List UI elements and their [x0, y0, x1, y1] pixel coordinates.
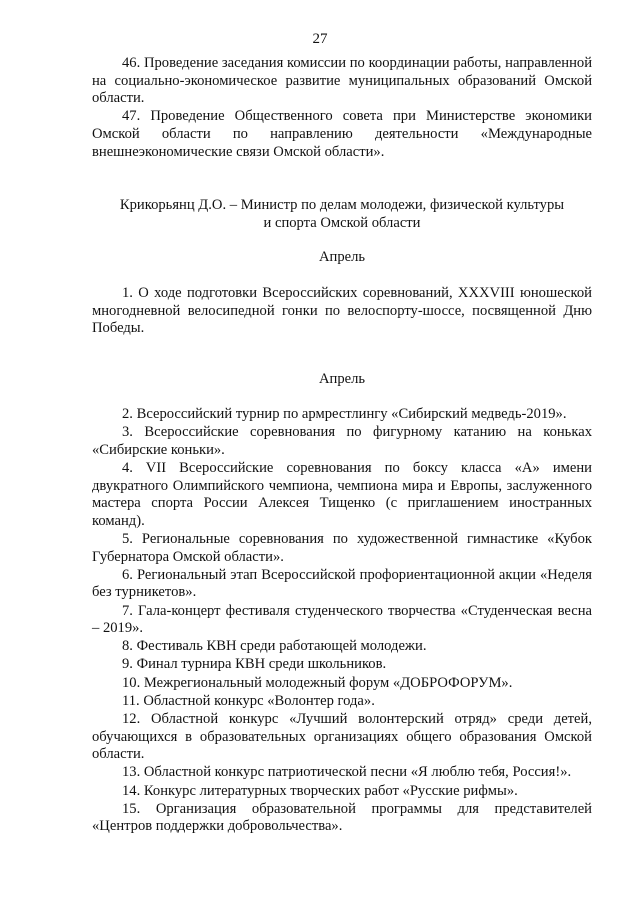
list-item: 7. Гала-концерт фестиваля студенческого творчества «Студенческая весна – 2019». [92, 602, 592, 637]
list-item: 14. Конкурс литературных творческих работ «Русские рифмы». [122, 782, 518, 799]
list-item: 10. Межрегиональный молодежный форум «ДОБРОФОРУМ». [122, 674, 513, 691]
top-items-list [92, 55, 592, 162]
month-heading: Апрель [318, 371, 366, 387]
list-item: 1. О ходе подготовки Всероссийских соревнований, XXXVIII юношеской многодневной велосипедной гонки по велоспорту-шоссе, посвященной Дню Победы. [92, 285, 592, 337]
page-number: 27 [312, 31, 328, 47]
section-heading [92, 197, 592, 232]
list-item: 4. VII Всероссийские соревнования по боксу класса «А» имени двукратного Олимпийского чемпиона, чемпиона мира и Европы, заслуженного мастера спорта России Алексея Тищенко (с приглашением иностранных команд). [92, 459, 592, 529]
list-item: 6. Региональный этап Всероссийской профориентационной акции «Неделя без турникетов». [92, 566, 592, 601]
list-item: 12. Областной конкурс «Лучший волонтерский отряд» среди детей, обучающихся в образовательных организациях общего образования Омской области. [92, 711, 592, 763]
list-item: 5. Региональные соревнования по художественной гимнастике «Кубок Губернатора Омской области». [92, 530, 592, 565]
month-heading: Апрель [318, 249, 366, 265]
list-item: 3. Всероссийские соревнования по фигурному катанию на коньках «Сибирские коньки». [92, 424, 592, 458]
section-heading-line2: и спорта Омской области [263, 214, 421, 231]
list-item: 2. Всероссийский турнир по армрестлингу «Сибирский медведь-2019». [122, 406, 567, 422]
list-item: 8. Фестиваль КВН среди работающей молодежи. [122, 638, 427, 655]
month1-items-list [92, 285, 592, 338]
month2-items-list [92, 406, 592, 837]
list-item: 11. Областной конкурс «Волонтер года». [122, 692, 375, 709]
list-item: 15. Организация образовательной программы для представителей «Центров поддержки добровольчества». [92, 800, 592, 835]
list-item: 47. Проведение Общественного совета при Министерстве экономики Омской области по направлению деятельности «Международные внешнеэкономические связи Омской области». [92, 108, 592, 160]
list-item: 13. Областной конкурс патриотической песни «Я люблю тебя, Россия!». [122, 764, 572, 781]
list-item: 46. Проведение заседания комиссии по координации работы, направленной на социально-экономическое развитие муниципальных образований Омской области. [92, 55, 592, 107]
list-item: 9. Финал турнира КВН среди школьников. [122, 656, 387, 673]
section-heading-line1: Крикорьянц Д.О. – Министр по делам молодежи, физической культуры [119, 197, 565, 213]
